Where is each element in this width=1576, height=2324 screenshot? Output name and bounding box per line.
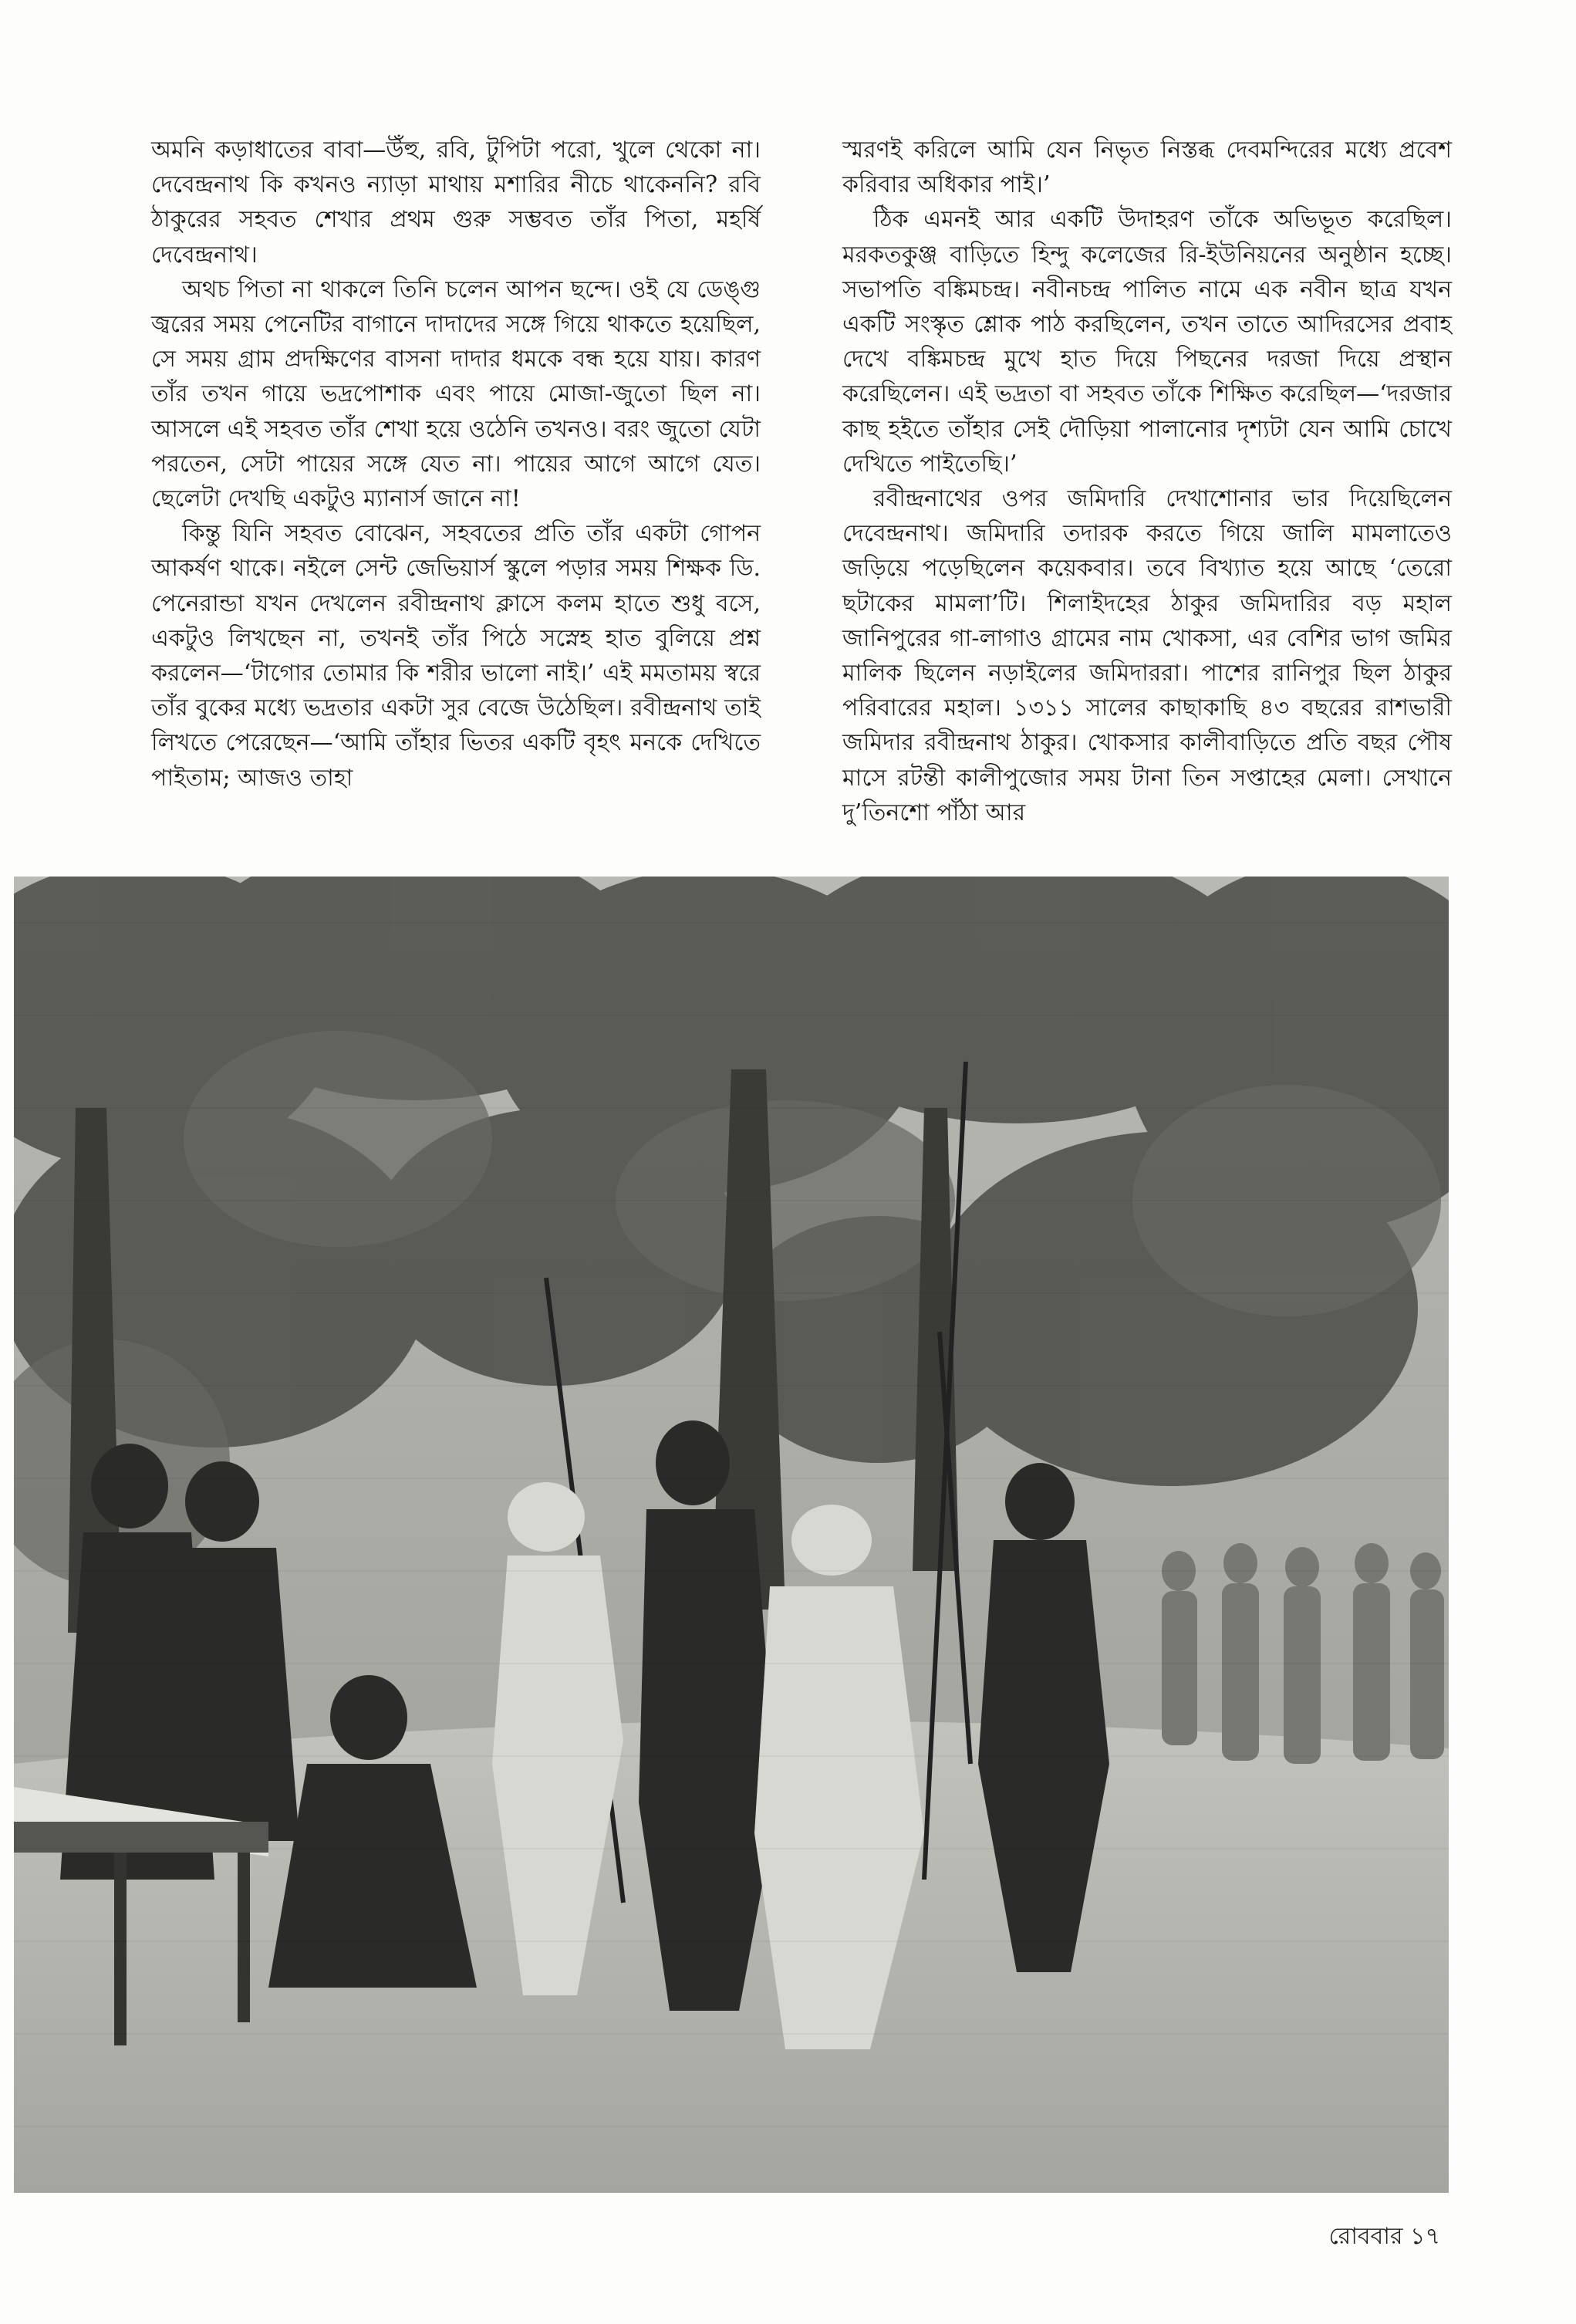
article-column-right <box>842 133 1452 830</box>
paragraph: অমনি কড়াধাতের বাবা—উঁহু, রবি, টুপিটা পরো, খুলে থেকো না। দেবেন্দ্রনাথ কি কখনও ন্যাড়া মাথায় মশারির নীচে থাকেননি? রবি ঠাকুরের সহবত শেখার প্রথম গুরু সম্ভবত তাঁর পিতা, মহর্ষি দেবেন্দ্রনাথ। <box>151 137 761 269</box>
paragraph: কিন্তু যিনি সহবত বোঝেন, সহবতের প্রতি তাঁর একটা গোপন আকর্ষণ থাকে। নইলে সেন্ট জেভিয়ার্স স্কুলে পড়ার সময় শিক্ষক ডি. পেনেরান্ডা যখন দেখলেন রবীন্দ্রনাথ ক্লাসে কলম হাতে শুধু বসে, একটুও লিখছেন না, তখনই তাঁর পিঠে সস্নেহ হাত বুলিয়ে প্রশ্ন করলেন—‘টাগোর তোমার কি শরীর ভালো নাই।’ এই মমতাময় স্বরে তাঁর বুকের মধ্যে ভদ্রতার একটা সুর বেজে উঠেছিল। রবীন্দ্রনাথ তাই লিখতে পেরেছেন—‘আমি তাঁহার ভিতর একটি বৃহৎ মনকে দেখিতে পাইতাম; আজও তাহা <box>151 520 761 792</box>
article-column-left <box>151 133 761 795</box>
paragraph: অথচ পিতা না থাকলে তিনি চলেন আপন ছন্দে। ওই যে ডেঙ্গু জ্বরের সময় পেনেটির বাগানে দাদাদের সঙ্গে গিয়ে থাকতে হয়েছিল, সে সময় গ্রাম প্রদক্ষিণের বাসনা দাদার ধমকে বন্ধ হয়ে যায়। কারণ তাঁর তখন গায়ে ভদ্রপোশাক এবং পায়ে মোজা-জুতো ছিল না। আসলে এই সহবত তাঁর শেখা হয়ে ওঠেনি তখনও। বরং জুতো যেটা পরতেন, সেটা পায়ের সঙ্গে যেত না। পায়ের আগে আগে যেত। ছেলেটা দেখছি একটুও ম্যানার্স জানে না! <box>151 275 761 513</box>
engraving-image <box>14 877 1449 2193</box>
paragraph: ঠিক এমনই আর একটি উদাহরণ তাঁকে অভিভূত করেছিল। মরকতকুঞ্জ বাড়িতে হিন্দু কলেজের রি-ইউনিয়নের অনুষ্ঠান হচ্ছে। সভাপতি বঙ্কিমচন্দ্র। নবীনচন্দ্র পালিত নামে এক নবীন ছাত্র যখন একটি সংস্কৃত শ্লোক পাঠ করছিলেন, তখন তাতে আদিরসের প্রবাহ দেখে বঙ্কিমচন্দ্র মুখে হাত দিয়ে পিছনের দরজা দিয়ে প্রস্থান করেছিলেন। এই ভদ্রতা বা সহবত তাঁকে শিক্ষিত করেছিল—‘দরজার কাছ হইতে তাঁহার সেই দৌড়িয়া পালানোর দৃশ্যটা যেন আমি চোখে দেখিতে পাইতেছি।’ <box>842 206 1452 478</box>
page-folio: রোববার ১৭ <box>1328 2223 1440 2250</box>
historical-engraving-illustration <box>14 877 1449 2193</box>
paragraph: স্মরণই করিলে আমি যেন নিভৃত নিস্তব্ধ দেবমন্দিরের মধ্যে প্রবেশ করিবার অধিকার পাই।’ <box>842 137 1452 199</box>
paragraph: রবীন্দ্রনাথের ওপর জমিদারি দেখাশোনার ভার দিয়েছিলেন দেবেন্দ্রনাথ। জমিদারি তদারক করতে গিয়ে জালি মামলাতেও জড়িয়ে পড়েছিলেন কয়েকবার। তবে বিখ্যাত হয়ে আছে ‘তেরো ছটাকের মামলা’টি। শিলাইদহের ঠাকুর জমিদারির বড় মহাল জানিপুরের গা-লাগাও গ্রামের নাম খোকসা, এর বেশির ভাগ জমির মালিক ছিলেন নড়াইলের জমিদাররা। পাশের রানিপুর ছিল ঠাকুর পরিবারের মহাল। ১৩১১ সালের কাছাকাছি ৪৩ বছরের রাশভারী জমিদার রবীন্দ্রনাথ ঠাকুর। খোকসার কালীবাড়িতে প্রতি বছর পৌষ মাসে রটন্তী কালীপুজোর সময় টানা তিন সপ্তাহের মেলা। সেখানে দু’তিনশো পাঁঠা আর <box>842 485 1452 826</box>
